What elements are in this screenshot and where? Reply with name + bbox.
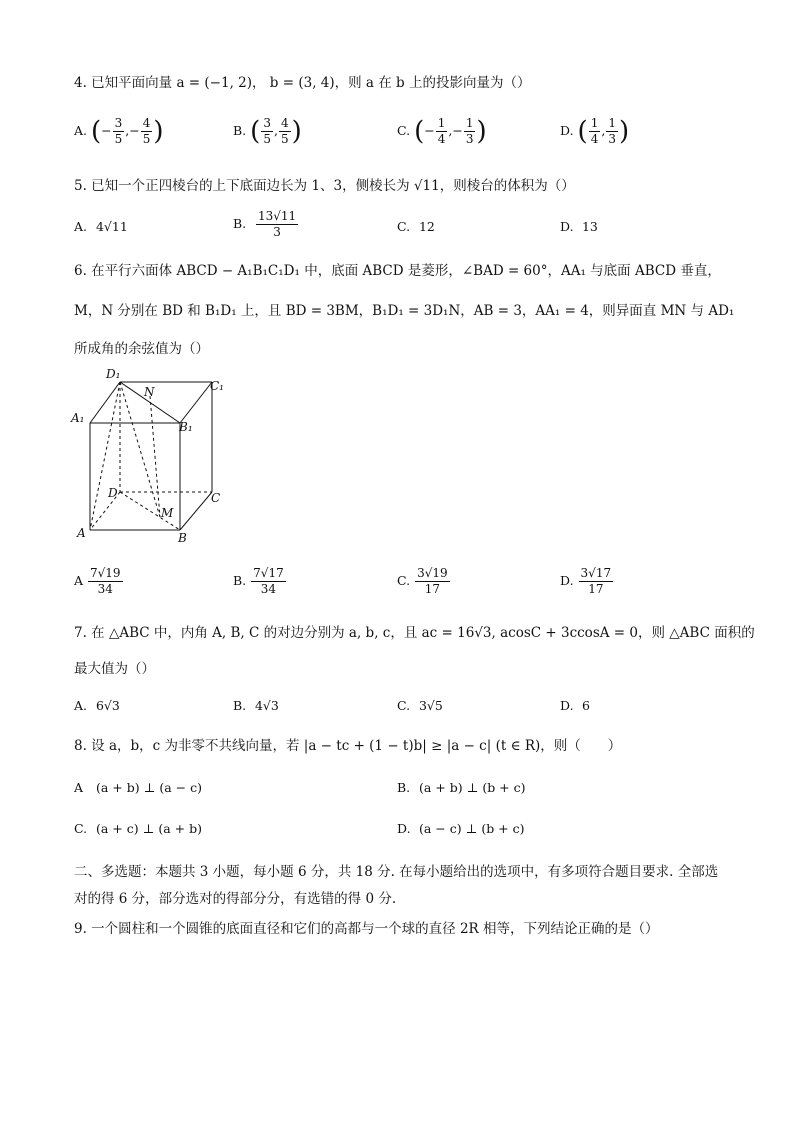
option-label: B. — [233, 573, 247, 588]
numerator: 7√19 — [90, 566, 121, 580]
denominator: 5 — [263, 132, 271, 146]
option-label: B. — [233, 698, 247, 713]
fraction — [256, 209, 298, 240]
fraction — [579, 566, 614, 597]
option-label: B. — [233, 216, 247, 231]
fraction — [436, 116, 448, 147]
denominator: 34 — [260, 582, 277, 596]
sign: − — [101, 123, 112, 138]
numerator: 3√19 — [417, 566, 448, 580]
label-d: D — [108, 486, 118, 500]
option-label: D. — [560, 573, 574, 588]
option-text: 6√3 — [95, 698, 120, 713]
option-label: A. — [74, 698, 88, 713]
denominator: 5 — [114, 132, 123, 146]
paren: ( — [250, 116, 261, 147]
option-text: 4√3 — [254, 698, 279, 713]
option-label: C. — [74, 821, 88, 836]
q7-option-d — [560, 695, 590, 717]
option-label: B. — [233, 123, 247, 138]
option-label: D. — [397, 821, 411, 836]
q4-option-b: B. ( $\frac{3}{5}$ , $\frac{4}{5}$ ) — [233, 116, 302, 147]
fraction — [279, 116, 291, 147]
fraction — [261, 116, 273, 147]
q8-option-b — [397, 777, 526, 799]
denominator: 5 — [142, 132, 151, 146]
q6-option-c — [397, 566, 451, 597]
numerator: 7√17 — [253, 566, 284, 580]
hidden-segment-d1-m — [120, 382, 160, 517]
fraction — [88, 566, 123, 597]
denominator: 3 — [608, 132, 616, 146]
sign: − — [129, 123, 140, 138]
q4-option-c: C. (− $\frac{1}{4}$ ,− $\frac{1}{3}$ ) — [397, 116, 487, 147]
fraction — [141, 116, 153, 147]
q9-stem: 9. 一个圆柱和一个圆锥的底面直径和它们的高都与一个球的直径 2R 相等，下列结论正确的是（） — [74, 921, 659, 937]
fraction — [415, 566, 450, 597]
option-text: 3√5 — [418, 698, 443, 713]
fraction — [464, 116, 476, 147]
q8-option-a — [74, 777, 202, 799]
sign: − — [452, 123, 463, 138]
label-a1: A₁ — [71, 411, 85, 425]
q5-option-d — [560, 216, 598, 238]
q6-line-2: M，N 分别在 BD 和 B₁D₁ 上，且 BD = 3BM，B₁D₁ = 3D₁N，AB = 3，AA₁ = 4，则异面直 MN 与 AD₁ — [74, 303, 735, 319]
q5-option-c — [397, 216, 435, 238]
paren: ) — [291, 116, 302, 147]
q4-option-d: D. ( $\frac{1}{4}$ , $\frac{1}{3}$ ) — [560, 116, 630, 147]
q8-option-c — [74, 818, 202, 840]
label-a: A — [77, 526, 86, 540]
denominator: 17 — [588, 582, 604, 596]
option-text: 13 — [581, 219, 598, 234]
option-text: (a + c) ⊥ (a + b) — [95, 821, 202, 836]
option-label: C. — [397, 123, 411, 138]
paren: ) — [476, 116, 487, 147]
q7-line-2: 最大值为（） — [74, 661, 155, 677]
q6-line-1: 6. 在平行六面体 ABCD − A₁B₁C₁D₁ 中，底面 ABCD 是菱形，∠BAD = 60°，AA₁ 与底面 ABCD 垂直， — [74, 263, 721, 279]
denominator: 4 — [590, 132, 599, 146]
q7-option-b — [233, 695, 279, 717]
q7-option-a — [74, 695, 120, 717]
numerator: 13√11 — [257, 209, 297, 223]
section-2-line-2: 对的得 6 分，部分选对的得部分分，有选错的得 0 分. — [74, 891, 397, 907]
denominator: 34 — [97, 582, 113, 596]
option-text: (a + b) ⊥ (b + c) — [418, 780, 526, 795]
option-label: A. — [74, 123, 88, 138]
paren: ) — [153, 116, 164, 147]
paren: ) — [618, 116, 630, 147]
option-label: A — [74, 780, 84, 795]
q4-stem: 4. 已知平面向量 a = (−1, 2)， b = (3, 4)，则 a 在 b 上的投影向量为（） — [74, 75, 531, 91]
option-text: (a − c) ⊥ (b + c) — [418, 821, 525, 836]
hidden-segment-d1-a — [90, 382, 120, 530]
edge-b-c — [180, 492, 212, 530]
option-label: D. — [560, 698, 574, 713]
numerator: 3√17 — [580, 566, 612, 580]
numerator: 1 — [437, 116, 446, 130]
denominator: 17 — [424, 582, 440, 596]
option-label: D. — [560, 219, 574, 234]
label-b1: B₁ — [179, 420, 193, 434]
q6-line-3: 所成角的余弦值为（） — [74, 341, 209, 357]
numerator: 1 — [590, 116, 599, 130]
option-text: 6 — [581, 698, 590, 713]
numerator: 1 — [465, 116, 474, 130]
option-text: 4√11 — [95, 219, 128, 234]
q4-option-a: A. (− $\frac{3}{5}$ ,− $\frac{4}{5}$ ) — [74, 116, 164, 147]
label-c: C — [211, 491, 221, 505]
numerator: 1 — [608, 116, 616, 130]
section-2-line-1: 二、多选题：本题共 3 小题，每小题 6 分，共 18 分. 在每小题给出的选项中，有多项符合题目要求. 全部选 — [74, 864, 719, 880]
q6-option-a — [74, 566, 124, 597]
q6-option-d — [560, 566, 614, 597]
parallelepiped-figure — [60, 360, 240, 550]
fraction — [589, 116, 601, 147]
q8-stem: 8. 设 a，b，c 为非零不共线向量，若 |a − tc + (1 − t)b| ≥ |a − c| (t ∈ R)，则（ ） — [74, 738, 622, 754]
fraction — [606, 116, 618, 147]
q5-option-a — [74, 216, 128, 238]
denominator: 3 — [273, 225, 281, 239]
label-d1: D₁ — [106, 367, 121, 381]
q7-option-c — [397, 695, 443, 717]
numerator: 4 — [142, 116, 151, 130]
label-m: M — [161, 506, 174, 520]
option-label: C. — [397, 219, 411, 234]
paren: ( — [577, 116, 588, 147]
fraction — [251, 566, 286, 597]
edge-c1-b1 — [180, 382, 212, 423]
q5-option-b — [233, 209, 299, 240]
denominator: 3 — [465, 132, 474, 146]
q8-option-d — [397, 818, 525, 840]
option-text: 12 — [418, 219, 435, 234]
numerator: 3 — [114, 116, 123, 130]
q7-line-1: 7. 在 △ABC 中，内角 A, B, C 的对边分别为 a, b, c，且 ac = 16√3, acosC + 3ccosA = 0，则 △ABC 面积的 — [74, 625, 755, 641]
option-label: C. — [397, 698, 411, 713]
option-label: A. — [74, 219, 88, 234]
q6-option-b — [233, 566, 287, 597]
option-text: (a + b) ⊥ (a − c) — [95, 780, 202, 795]
numerator: 4 — [280, 116, 289, 130]
label-n: N — [144, 385, 155, 399]
numerator: 3 — [263, 116, 271, 130]
fraction — [113, 116, 125, 147]
q5-stem: 5. 已知一个正四棱台的上下底面边长为 1、3，侧棱长为 √11，则棱台的体积为（） — [74, 178, 575, 194]
option-label: C. — [397, 573, 411, 588]
label-b: B — [178, 531, 187, 545]
label-c1: C₁ — [210, 379, 224, 393]
paren: ( — [91, 116, 102, 147]
option-label: B. — [397, 780, 411, 795]
paren: ( — [414, 116, 425, 147]
denominator: 5 — [280, 132, 289, 146]
option-label: A — [74, 573, 84, 588]
denominator: 4 — [437, 132, 446, 146]
option-label: D. — [560, 123, 574, 138]
sign: − — [424, 123, 435, 138]
